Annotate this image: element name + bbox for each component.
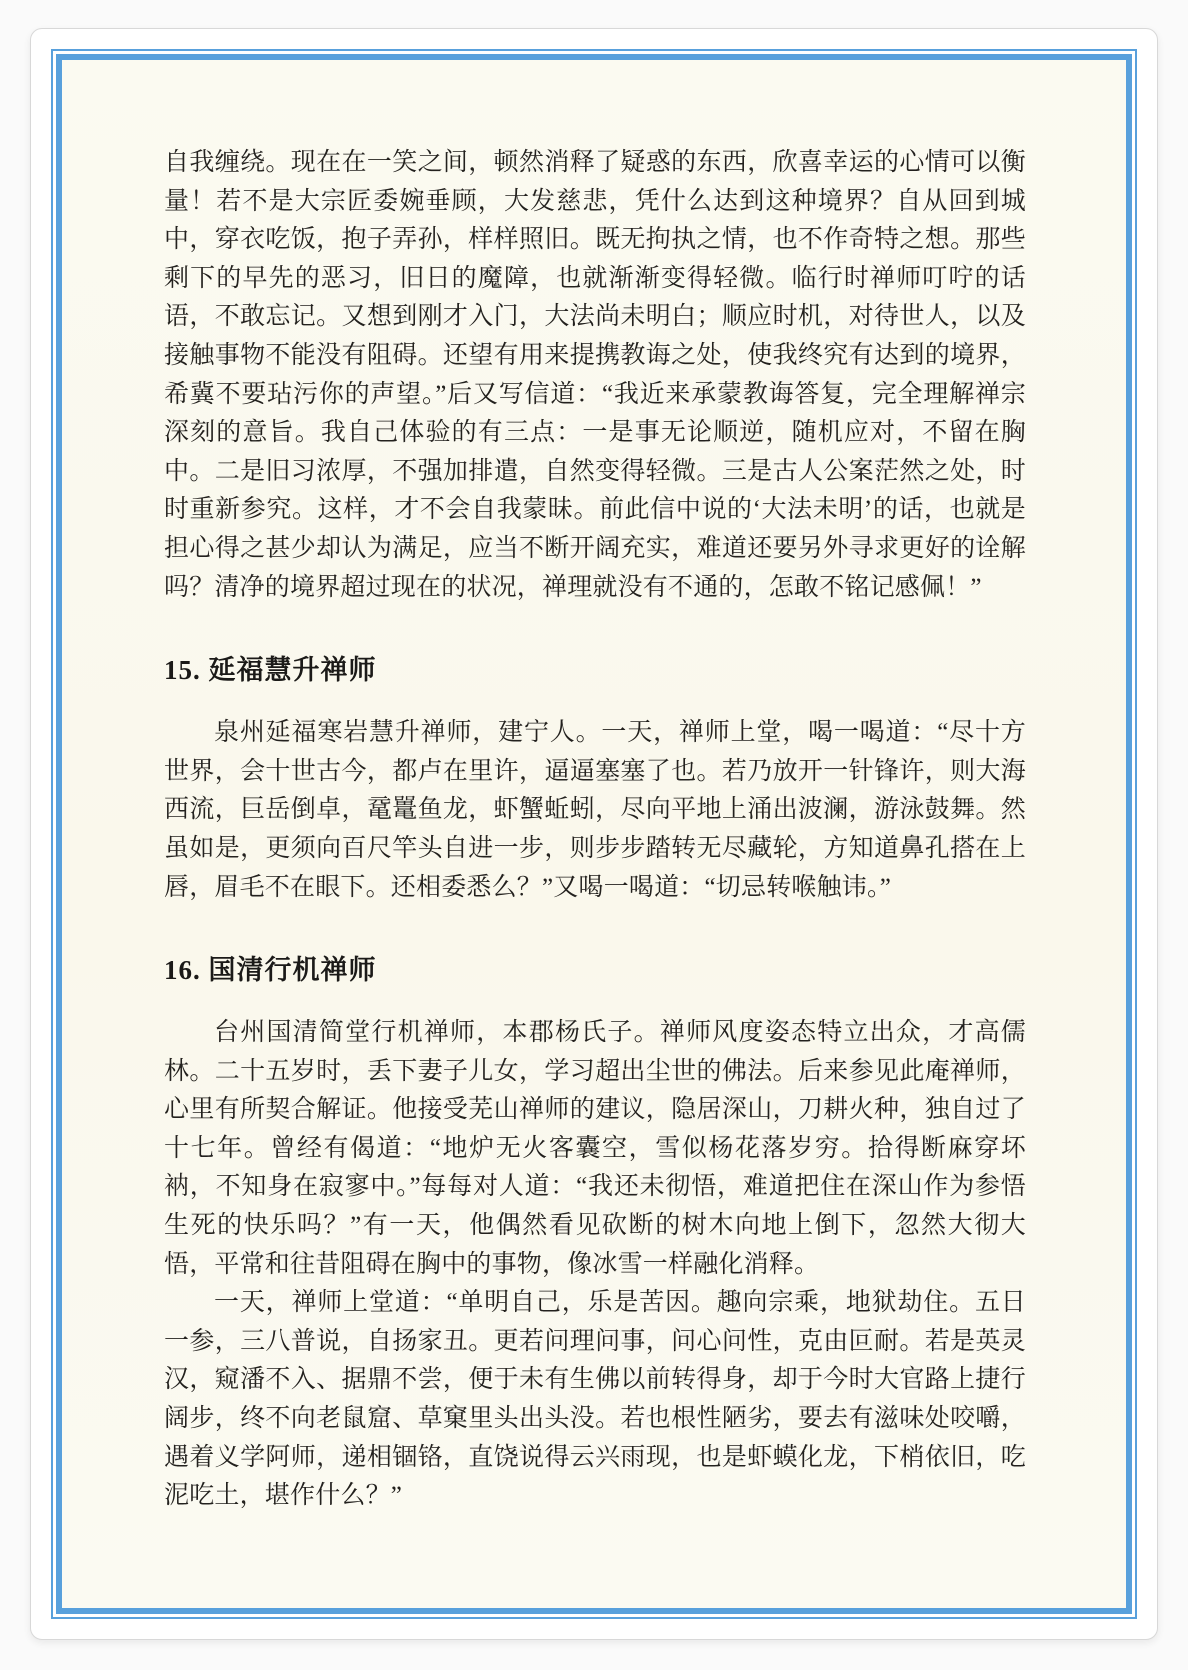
decorative-blue-frame	[51, 49, 1137, 1619]
decorative-blue-frame-inner	[56, 54, 1132, 1614]
book-page-card	[30, 28, 1158, 1640]
section-16-paragraph-2: 一天，禅师上堂道：“单明自己，乐是苦因。趣向宗乘，地狱劫住。五日一参，三八普说，自扬家丑。更若问理问事，问心问性，克由叵耐。若是英灵汉，窥潘不入、据鼎不尝，便于未有生佛以前转得身，却于今时大官路上捷行阔步，终不向老鼠窟、草窠里头出头没。若也根性陋劣，要去有滋味处咬嚼，遇着义学阿师，递相锢铬，直饶说得云兴雨现，也是虾蟆化龙，下梢依旧，吃泥吃土，堪作什么？”	[164, 1289, 1026, 1510]
scanned-page-content	[62, 60, 1126, 1608]
section-heading-16: 16. 国清行机禅师	[164, 955, 377, 986]
section-16-paragraph-1: 台州国清简堂行机禅师，本郡杨氏子。禅师风度姿态特立出众，才高儒林。二十五岁时，丢下妻子儿女，学习超出尘世的佛法。后来参见此庵禅师，心里有所契合解证。他接受芜山禅师的建议，隐居深山，刀耕火种，独自过了十七年。曾经有偈道：“地炉无火客囊空，雪似杨花落岁穷。拾得断麻穿坏衲，不知身在寂寥中。”每每对人道：“我还未彻悟，难道把住在深山作为参悟生死的快乐吗？”有一天，他偶然看见砍断的树木向地上倒下，忽然大彻大悟，平常和往昔阻碍在胸中的事物，像冰雪一样融化消释。	[164, 1019, 1026, 1278]
continuation-paragraph: 自我缠绕。现在在一笑之间，顿然消释了疑惑的东西，欣喜幸运的心情可以衡量！若不是大宗匠委婉垂顾，大发慈悲，凭什么达到这种境界？自从回到城中，穿衣吃饭，抱子弄孙，样样照旧。既无拘执之情，也不作奇特之想。那些剩下的早先的恶习，旧日的魔障，也就渐渐变得轻微。临行时禅师叮咛的话语，不敢忘记。又想到刚才入门，大法尚未明白；顺应时机，对待世人，以及接触事物不能没有阻碍。还望有用来提携教诲之处，使我终究有达到的境界，希冀不要玷污你的声望。”后又写信道：“我近来承蒙教诲答复，完全理解禅宗深刻的意旨。我自己体验的有三点：一是事无论顺逆，随机应对，不留在胸中。二是旧习浓厚，不强加排遣，自然变得轻微。三是古人公案茫然之处，时时重新参究。这样，才不会自我蒙昧。前此信中说的‘大法未明’的话，也就是担心得之甚少却认为满足，应当不断开阔充实，难道还要另外寻求更好的诠解吗？清净的境界超过现在的状况，禅理就没有不通的，怎敢不铭记感佩！”	[164, 149, 1026, 601]
section-15-paragraph: 泉州延福寒岩慧升禅师，建宁人。一天，禅师上堂，喝一喝道：“尽十方世界，会十世古今，都卢在里许，逼逼塞塞了也。若乃放开一针锋许，则大海西流，巨岳倒卓，鼋鼍鱼龙，虾蟹蚯蚓，尽向平地上涌出波澜，游泳鼓舞。然虽如是，更须向百尺竿头自进一步，则步步踏转无尽藏轮，方知道鼻孔搭在上唇，眉毛不在眼下。还相委悉么？”又喝一喝道：“切忌转喉触讳。”	[164, 719, 1026, 901]
section-heading-15: 15. 延福慧升禅师	[164, 655, 377, 686]
